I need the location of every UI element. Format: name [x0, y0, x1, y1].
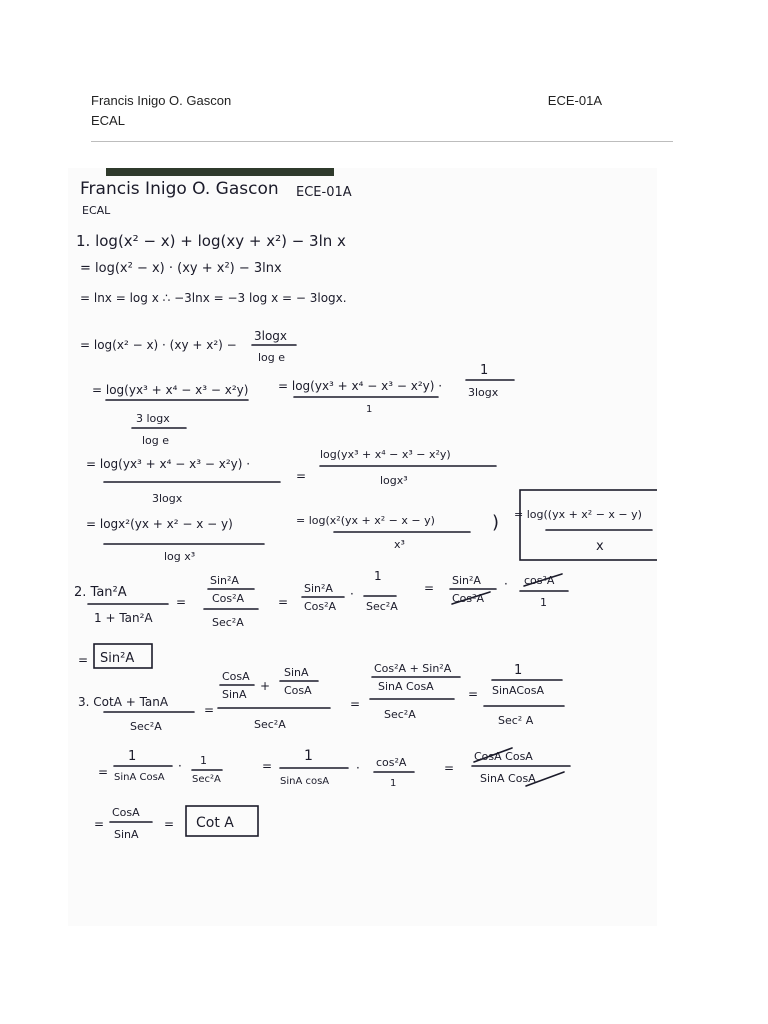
p2-s3-b-num: cos²A: [524, 574, 555, 587]
p3-s5-dot: ·: [356, 761, 360, 775]
p1-line-7-num: = logx²(yx + x² − x − y): [86, 517, 233, 531]
p2-s2-dot: ·: [350, 587, 354, 601]
p2-s1-mid: Cos²A: [212, 592, 245, 605]
p3-s4-b-num: 1: [200, 754, 207, 767]
photo-edge-shadow: [106, 168, 334, 176]
p3-s1-plus: +: [260, 679, 271, 693]
p1-line-5-frac-num: 1: [480, 363, 489, 378]
p3-s5-a-den: SinA cosA: [280, 776, 330, 787]
worksheet-drawing: [68, 168, 657, 926]
p3-s5-b-num: cos²A: [376, 756, 407, 769]
p2-s3-b-den: 1: [540, 596, 547, 609]
p1-line-5-one: 1: [366, 404, 373, 415]
worksheet-course: ECAL: [82, 204, 111, 217]
p1-line-5-num: = log(yx³ + x⁴ − x³ − x²y): [92, 383, 249, 397]
p1-line-7-mid-den: x³: [394, 538, 405, 551]
p1-line-7-den: log x³: [164, 550, 196, 563]
p2-num: 2. Tan²A: [74, 585, 127, 600]
p1-line-2: = log(x² − x) · (xy + x²) − 3lnx: [80, 261, 282, 276]
p3-eq-8: =: [164, 817, 175, 831]
p1-line-6-right-num: log(yx³ + x⁴ − x³ − x²y): [320, 448, 451, 461]
p3-eq-4: =: [98, 765, 109, 779]
p3-s2-den: Sec²A: [384, 708, 416, 721]
p3-eq-3: =: [468, 687, 479, 701]
p2-s3-dot: ·: [504, 577, 508, 591]
p2-s1-den: Sec²A: [212, 616, 244, 629]
p3-s3-mid: SinACosA: [492, 684, 545, 697]
p1-answer-den: x: [596, 539, 604, 554]
p3-eq-5: =: [262, 759, 273, 773]
p3-s7-num: CosA: [112, 806, 140, 819]
p1-line-5-right: = log(yx³ + x⁴ − x³ − x²y) ·: [278, 379, 443, 393]
p3-s1-a-num: CosA: [222, 670, 250, 683]
p1-line-6-num: = log(yx³ + x⁴ − x³ − x²y) ·: [86, 457, 251, 471]
paper-background: [68, 168, 657, 926]
p2-answer: Sin²A: [100, 651, 135, 666]
p1-line-6-den: 3logx: [152, 492, 183, 505]
worksheet-section: ECE-01A: [296, 185, 352, 200]
p2-s1-num: Sin²A: [210, 574, 239, 587]
p2-den: 1 + Tan²A: [94, 611, 153, 625]
p1-line-5-den-2: log e: [142, 434, 170, 447]
p1-line-7-paren: ): [492, 512, 500, 533]
p1-line-5-frac-den: 3logx: [468, 386, 499, 399]
p1-line-5-den-1: 3 logx: [136, 412, 170, 425]
p2-eq-final: =: [78, 653, 89, 667]
p3-s4-a-den: SinA CosA: [114, 772, 165, 783]
p1-line-4-num: 3logx: [254, 329, 288, 343]
course-code: ECAL: [91, 113, 125, 128]
p3-s2-num: Cos²A + Sin²A: [374, 662, 452, 675]
p2-s2-num: Sin²A: [304, 582, 333, 595]
p3-s5-b-den: 1: [390, 778, 397, 789]
p1-line-3: = lnx = log x ∴ −3lnx = −3 log x = − 3logx.: [80, 291, 347, 305]
p3-s4-b-den: Sec²A: [192, 774, 221, 785]
p3-s1-b-num: SinA: [284, 666, 309, 679]
p1-line-4-den: log e: [258, 351, 286, 364]
p3-s4-a-num: 1: [128, 749, 137, 764]
p1-line-4: = log(x² − x) · (xy + x²) −: [80, 338, 237, 352]
p2-s2-b-den: Sec²A: [366, 600, 398, 613]
p1-answer: = log((yx + x² − x − y): [514, 508, 642, 521]
p3-answer: Cot A: [196, 815, 234, 831]
p3-s1-den: Sec²A: [254, 718, 286, 731]
p3-s5-a-num: 1: [304, 748, 313, 764]
p1-line-6-eq: =: [296, 469, 307, 483]
document-header: [91, 91, 673, 131]
p3-s2-mid: SinA CosA: [378, 680, 434, 693]
section-code: ECE-01A: [547, 93, 602, 108]
p2-eq-1: =: [176, 595, 187, 609]
p3-eq-2: =: [350, 697, 361, 711]
p3-s3-num: 1: [514, 663, 523, 678]
p2-eq-3: =: [424, 581, 435, 595]
author-name: Francis Inigo O. Gascon: [91, 93, 232, 108]
p3-num: 3. CotA + TanA: [78, 695, 169, 709]
p2-s3-den: Cos²A: [452, 592, 485, 605]
p3-eq-6: =: [444, 761, 455, 775]
p2-eq-2: =: [278, 595, 289, 609]
p3-s4-dot: ·: [178, 759, 182, 773]
p3-s1-a-den: SinA: [222, 688, 247, 701]
p2-s3-num: Sin²A: [452, 574, 481, 587]
p2-s2-b-num: 1: [374, 569, 382, 583]
p3-s1-b-den: CosA: [284, 684, 312, 697]
p3-s7-den: SinA: [114, 828, 139, 841]
worksheet-name: Francis Inigo O. Gascon: [80, 179, 279, 199]
p3-eq-1: =: [204, 703, 215, 717]
p1-line-1: 1. log(x² − x) + log(xy + x²) − 3ln x: [76, 232, 346, 250]
handwritten-worksheet-photo: [68, 168, 657, 926]
p3-eq-7: =: [94, 817, 105, 831]
p1-line-7-mid: = log(x²(yx + x² − x − y): [296, 514, 435, 527]
p3-s3-den: Sec² A: [498, 714, 534, 727]
header-divider: [91, 141, 673, 142]
p2-s2-den: Cos²A: [304, 600, 337, 613]
p3-den: Sec²A: [130, 720, 162, 733]
p3-s6-den: SinA CosA: [480, 772, 536, 785]
p3-s6-num: CosA CosA: [474, 750, 533, 763]
p1-line-6-right-den: logx³: [380, 474, 408, 487]
